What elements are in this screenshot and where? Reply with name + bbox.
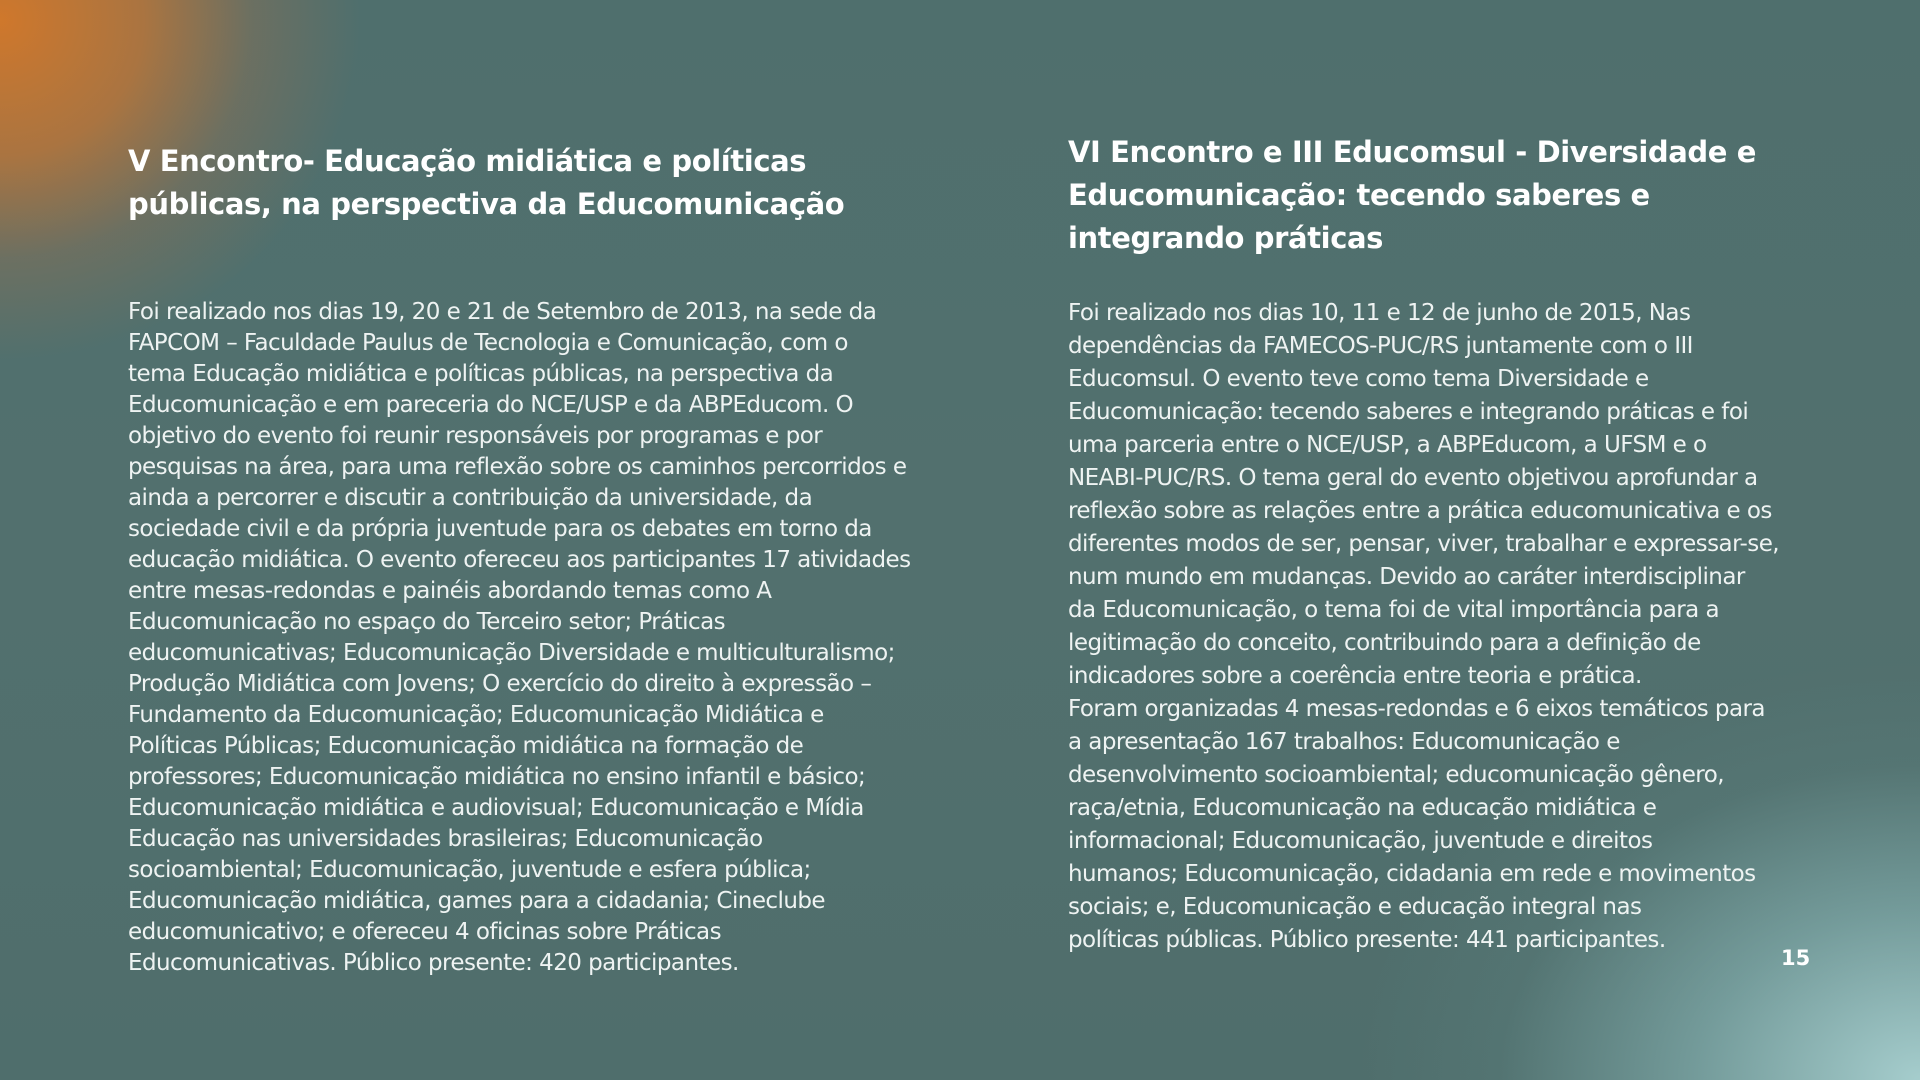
left-section-body: Foi realizado nos dias 19, 20 e 21 de Setembro de 2013, na sede da FAPCOM – Faculdade Paulus de Tecnologia e Comunicação, com o tema Educação midiática e políticas públicas, na perspectiva da Educomunicação e em pareceria do NCE/USP e da ABPEducom. O objetivo do evento foi reunir responsáveis por programas e por pesquisas na área, para uma reflexão sobre os caminhos percorridos e ainda a percorrer e discutir a contribuição da universidade, da sociedade civil e da própria juventude para os debates em torno da educação midiática. O evento ofereceu aos participantes 17 atividades entre mesas-redondas e painéis abordando temas como A Educomunicação no espaço do Terceiro setor; Práticas educomunicativas; Educomunicação Diversidade e multiculturalismo; Produção Midiática com Jovens; O exercício do direito à expressão – Fundamento da Educomunicação; Educomunicação Midiática e Políticas Públicas; Educomunicação midiática na formação de professores; Educomunicação midiática no ensino infantil e básico; Educomunicação midiática e audiovisual; Educomunicação e Mídia Educação nas universidades brasileiras; Educomunicação socioambiental; Educomunicação, juventude e esfera pública; Educomunicação midiática, games para a cidadania; Cineclube educomunicativo; e ofereceu 4 oficinas sobre Práticas Educomunicativas. Público presente: 420 participantes. xyxy=(128,299,911,976)
page-number: 15 xyxy=(1781,946,1811,970)
right-section-body: Foi realizado nos dias 10, 11 e 12 de junho de 2015, Nas dependências da FAMECOS-PUC/RS juntamente com o III Educomsul. O evento teve como tema Diversidade e Educomunicação: tecendo saberes e integrando práticas e foi uma parceria entre o NCE/USP, a ABPEducom, a UFSM e o NEABI-PUC/RS. O tema geral do evento objetivou aprofundar a reflexão sobre as relações entre a prática educomunicativa e os diferentes modos de ser, pensar, viver, trabalhar e expressar-se, num mundo em mudanças. Devido ao caráter interdisciplinar da Educomunicação, o tema foi de vital importância para a legitimação do conceito, contribuindo para a definição de indicadores sobre a coerência entre teoria e prática. Foram organizadas 4 mesas-redondas e 6 eixos temáticos para a apresentação 167 trabalhos: Educomunicação e desenvolvimento socioambiental; educomunicação gênero, raça/etnia, Educomunicação na educação midiática e informacional; Educomunicação, juventude e direitos humanos; Educomunicação, cidadania em rede e movimentos sociais; e, Educomunicação e educação integral nas políticas públicas. Público presente: 441 participantes. xyxy=(1068,300,1780,953)
left-section-title: V Encontro- Educação midiática e políticas públicas, na perspectiva da Educomunicação xyxy=(128,144,845,221)
right-section-title: VI Encontro e III Educomsul - Diversidade e Educomunicação: tecendo saberes e integrando práticas xyxy=(1068,135,1756,255)
